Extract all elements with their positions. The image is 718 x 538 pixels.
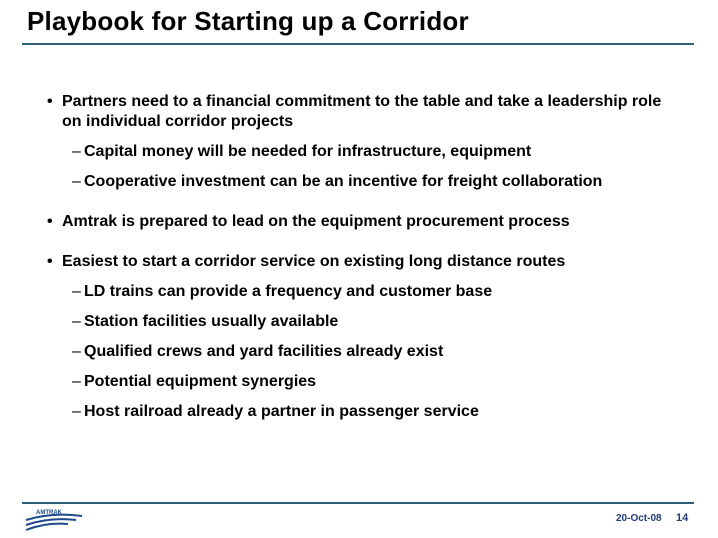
bullet-3-sub-3-text: Qualified crews and yard facilities already exist <box>84 343 444 360</box>
bullet-3-sub-1-text: LD trains can provide a frequency and customer base <box>84 283 493 300</box>
amtrak-logo <box>24 506 84 532</box>
footer-divider <box>22 502 694 504</box>
sub-marker: – <box>72 403 81 420</box>
sub-marker: – <box>72 313 81 330</box>
bullet-3-sub-1 <box>44 282 684 302</box>
bullet-1-sub-2-text: Cooperative investment can be an incentive for freight collaboration <box>84 173 603 190</box>
footer-date: 20-Oct-08 <box>616 513 662 524</box>
bullet-2-text: Amtrak is prepared to lead on the equipment procurement process <box>62 213 570 230</box>
bullet-marker: • <box>47 253 53 270</box>
bullet-3-sub-4-text: Potential equipment synergies <box>84 373 317 390</box>
bullet-3-sub-5-text: Host railroad already a partner in passenger service <box>84 403 479 420</box>
slide-title: Playbook for Starting up a Corridor <box>27 6 469 36</box>
bullet-3-sub-2 <box>44 312 684 332</box>
logo-text: AMTRAK <box>36 510 62 516</box>
page-number: 14 <box>676 512 689 524</box>
sub-marker: – <box>72 143 81 160</box>
bullet-2 <box>44 212 684 232</box>
bullet-marker: • <box>47 93 53 110</box>
bullet-marker: • <box>47 213 53 230</box>
bullet-1-text: Partners need to a financial commitment to the table and take a leadership role on individual corridor projects <box>62 93 662 130</box>
slide-content <box>44 92 684 422</box>
bullet-1-sub-1-text: Capital money will be needed for infrastructure, equipment <box>84 143 532 160</box>
bullet-1-sub-1 <box>44 142 684 162</box>
bullet-1 <box>44 92 684 132</box>
bullet-3-sub-3 <box>44 342 684 362</box>
bullet-3-sub-2-text: Station facilities usually available <box>84 313 339 330</box>
logo-swoosh-bottom <box>26 524 68 530</box>
bullet-1-sub-2 <box>44 172 684 192</box>
sub-marker: – <box>72 343 81 360</box>
sub-marker: – <box>72 283 81 300</box>
sub-marker: – <box>72 373 81 390</box>
bullet-3-sub-4 <box>44 372 684 392</box>
bullet-3-text: Easiest to start a corridor service on existing long distance routes <box>62 253 566 270</box>
title-divider <box>22 43 694 45</box>
bullet-3-sub-5 <box>44 402 684 422</box>
sub-marker: – <box>72 173 81 190</box>
bullet-3 <box>44 252 684 272</box>
